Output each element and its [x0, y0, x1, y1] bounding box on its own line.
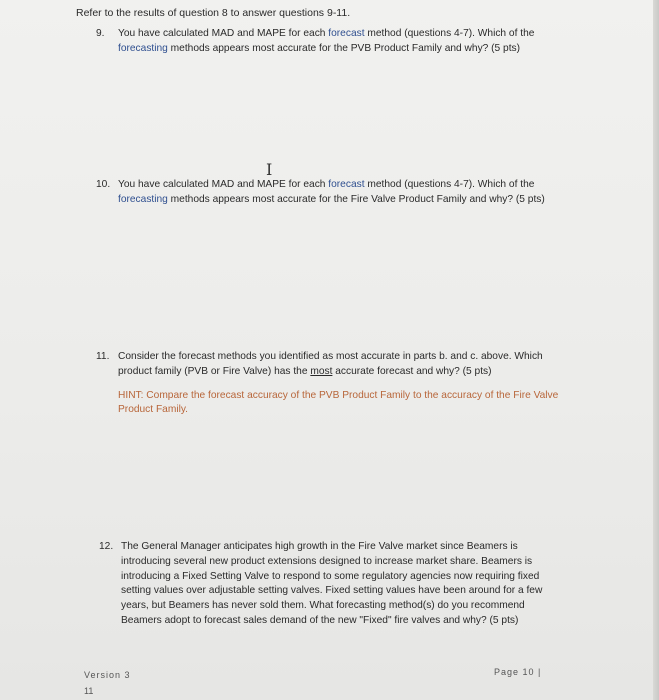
- forecast-link[interactable]: forecast: [328, 179, 365, 190]
- question-number: 9.: [96, 28, 105, 39]
- question-number: 10.: [96, 179, 111, 190]
- question-number: 12.: [99, 541, 114, 552]
- page-number: Page 10 |: [494, 667, 542, 677]
- hint-text: Product Family.: [118, 404, 189, 416]
- footer-number: 11: [84, 686, 94, 696]
- hint-text: HINT: Compare the forecast accuracy of the PVB Product Family to the accuracy of the Fire Valve: [118, 389, 559, 401]
- forecasting-link[interactable]: forecasting: [118, 193, 168, 205]
- intro-text: Refer to the results of question 8 to answer questions 9-11.: [76, 7, 351, 19]
- page-edge: [653, 0, 659, 700]
- forecasting-link[interactable]: forecasting: [118, 42, 168, 54]
- document-page: Refer to the results of question 8 to answer questions 9-11. 9. You have calculated MAD and MAPE for each forecast method (questions 4-7). Which of the forecasting methods appears most accurate for the PVB Product Family and why? (5 pts) I 10. You have calculated MAD and MAPE for each forecast method (questions 4-7). Which of the forecasting methods appears most accurate for the Fire Valve Product Family and why? (5 pts) 11. Consider the forecast methods you identified as most accurate in parts b. and c. above. Which product family (PVB or Fire Valve) has the most accurate forecast and why? (5 pts) HINT: Compare the forecast accuracy of the PVB Product Family to the accuracy of the Fire Valve Product Family. 12. The General Manager anticipates high growth in the Fire Valve market since Beamers is introducing several new product extensions designed to increase market share. Beamers is introducing a Fixed Setting Valve to respond to some regulatory agencies now requiring fixed setting values over adjustable setting valves. Fixed setting values have been around for a few years, but Beamers has never sold them. What forecasting method(s) do you recommend Beamers adopt to forecast sales demand of the new "Fixed" fire valves and why? (5 pts) Version 3 Page 10 | 11: [0, 0, 659, 700]
- text-cursor-icon: I: [266, 160, 273, 179]
- forecast-link[interactable]: forecast: [328, 28, 365, 39]
- version-label: Version 3: [84, 670, 131, 680]
- question-number: 11.: [96, 351, 110, 362]
